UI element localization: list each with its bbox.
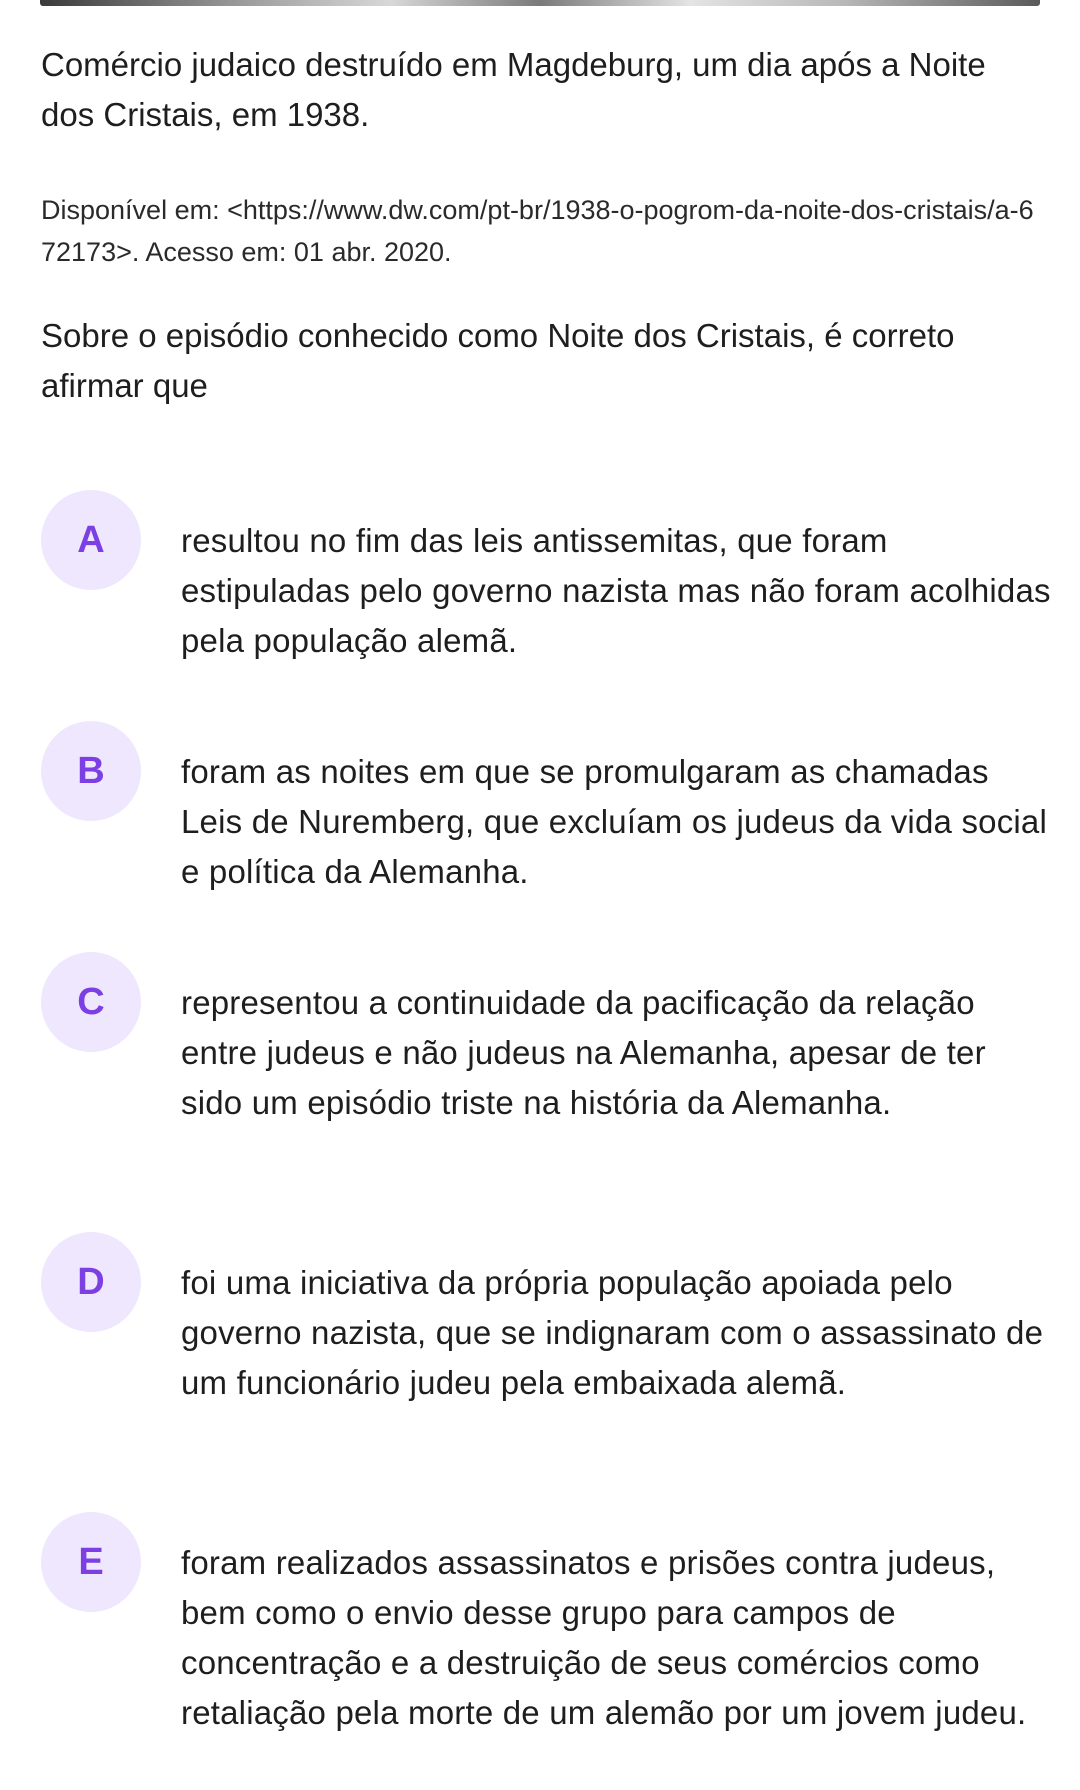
option-letter-badge[interactable]: C — [41, 952, 141, 1052]
photo-caption: Comércio judaico destruído em Magdeburg, um dia após a Noite dos Cristais, em 1938. — [41, 46, 986, 133]
option-letter-badge[interactable]: E — [41, 1512, 141, 1612]
option-letter-badge[interactable]: B — [41, 721, 141, 821]
option-text[interactable]: foram realizados assassinatos e prisões contra judeus, bem como o envio desse grupo para campos de concentração e a destruição de seus comércios como retaliação pela morte de um alemão por um jovem judeu. — [181, 1544, 1027, 1731]
option-letter-badge[interactable]: D — [41, 1232, 141, 1332]
option-text[interactable]: foram as noites em que se promulgaram as chamadas Leis de Nuremberg, que excluíam os judeus da vida social e política da Alemanha. — [181, 753, 1048, 890]
option-text[interactable]: resultou no fim das leis antissemitas, que foram estipuladas pelo governo nazista mas não foram acolhidas pela população alemã. — [181, 522, 1051, 659]
question-stem: Sobre o episódio conhecido como Noite dos Cristais, é correto afirmar que — [41, 317, 955, 404]
option-letter-badge[interactable]: A — [41, 490, 141, 590]
option-text[interactable]: representou a continuidade da pacificação da relação entre judeus e não judeus na Alemanha, apesar de ter sido um episódio triste na história da Alemanha. — [181, 984, 986, 1121]
option-text[interactable]: foi uma iniciativa da própria população apoiada pelo governo nazista, que se indignaram com o assassinato de um funcionário judeu pela embaixada alemã. — [181, 1264, 1044, 1401]
source-citation: Disponível em: <https://www.dw.com/pt-br/1938-o-pogrom-da-noite-dos-cristais/a-672173>. Acesso em: 01 abr. 2020. — [41, 195, 1034, 267]
photo-bottom-edge — [40, 0, 1040, 6]
